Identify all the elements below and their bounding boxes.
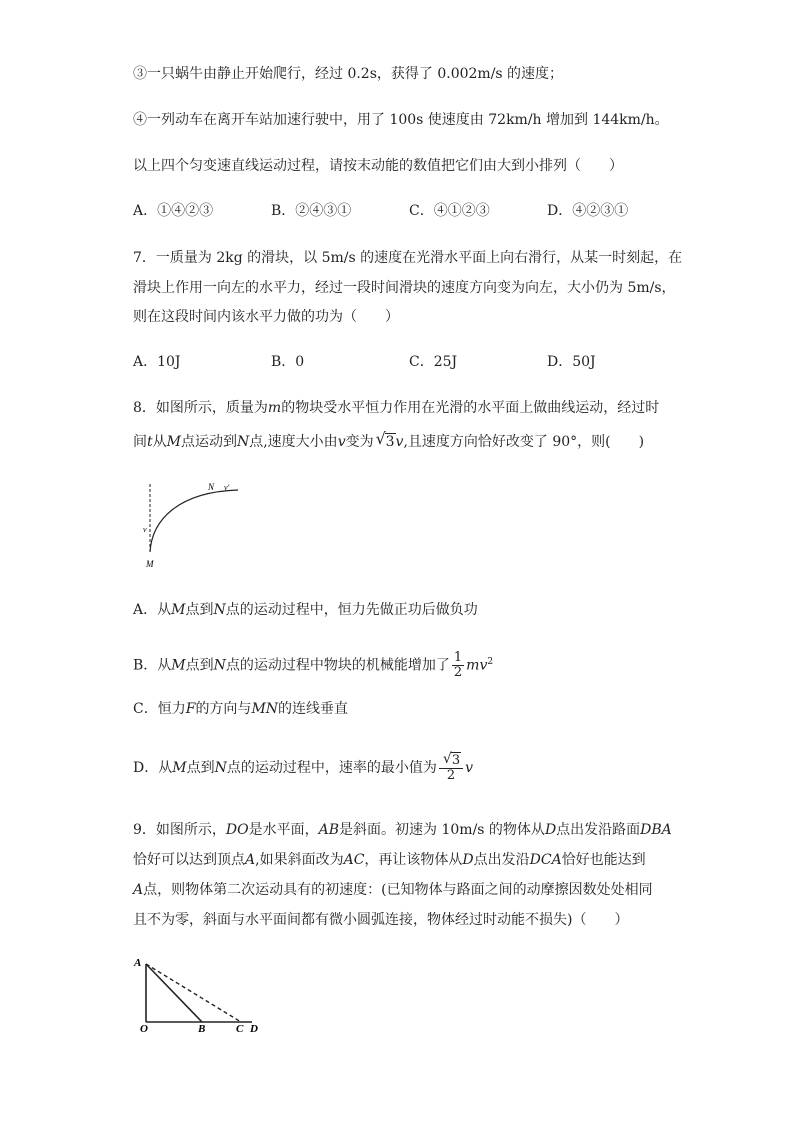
q9-var-D: D — [462, 852, 474, 868]
q8-var-M: M — [166, 434, 181, 450]
q7-option-d: D．50J — [547, 354, 596, 370]
q6-option-c: C．④①②③ — [409, 203, 490, 219]
q9-var-A: A — [245, 852, 256, 868]
q8-var-M: M — [171, 602, 186, 618]
q8-var-mv: mv — [466, 657, 488, 674]
q9-text: 恰好也能达到 — [561, 852, 646, 868]
q9-line4: 且不为零，斜面与水平面间都有微小圆弧连接，物体经过时动能不损失)（ ） — [133, 912, 629, 928]
q8-text: C．恒力 — [133, 701, 186, 717]
q7-line1: 7．一质量为 2kg 的滑块，以 5m/s 的速度在光滑水平面上向右滑行，从某一时刻起，在 — [133, 250, 683, 266]
q9-line3 — [133, 880, 653, 900]
q8-option-d — [133, 752, 473, 784]
q8-text: 的物块受水平恒力作用在光滑的水平面上做曲线运动，经过时 — [281, 400, 660, 416]
q9-label-D: D — [250, 1023, 258, 1034]
q9-label-B: B — [198, 1023, 206, 1034]
q8-option-c — [133, 699, 348, 719]
q8-sqrt3: √ 3 — [375, 429, 395, 450]
q9-label-C: C — [236, 1023, 244, 1034]
q8-var-N: N — [213, 657, 226, 674]
q8-text: 点的运动过程中物块的机械能增加了 — [225, 657, 450, 674]
fraction-denominator: 2 — [453, 665, 463, 681]
q7-option-b: B．0 — [271, 354, 305, 370]
q6-option-b: B．②④③① — [271, 203, 352, 219]
q8-var-v: v — [395, 434, 404, 450]
q8-option-a — [133, 600, 478, 620]
q9-label-O: O — [140, 1023, 148, 1034]
q8-text: 点到 — [185, 657, 214, 674]
q9-var-DBA: DBA — [640, 822, 672, 838]
q8-var-v: v — [465, 760, 474, 776]
q8-var-F: F — [185, 701, 196, 717]
q8-text: B．从 — [133, 657, 172, 674]
q9-text: 点出发沿路面 — [556, 822, 641, 838]
q9-text: 恰好可以达到顶点 — [133, 852, 245, 868]
q7-option-c: C．25J — [409, 354, 458, 370]
q8-figure — [138, 480, 248, 572]
q6-option-d: D．④②③① — [547, 203, 629, 219]
q8-sqrt-radicand: 3 — [451, 752, 461, 768]
q7-line2: 滑块上作用一向左的水平力，经过一段时间滑块的速度方向变为向左，大小仍为 5m/s， — [133, 280, 676, 296]
q8-label-M: M — [146, 559, 154, 569]
q8-text: 点到 — [185, 602, 214, 618]
q8-text: 从 — [152, 434, 167, 450]
q9-label-A: A — [134, 957, 142, 969]
q9-var-AB: AB — [318, 822, 340, 838]
q9-var-AC: AC — [343, 852, 365, 868]
q9-text: 点，则物体第二次运动具有的初速度：(已知物体与路面之间的动摩擦因数处处相同 — [143, 882, 653, 898]
q8-var-M: M — [172, 760, 187, 776]
q9-text: 是斜面。初速为 10m/s 的物体从 — [339, 822, 545, 838]
q8-superscript: 2 — [487, 657, 494, 667]
q9-var-D: D — [544, 822, 557, 838]
q8-text: 的连线垂直 — [278, 701, 349, 717]
q8-curve — [150, 490, 238, 552]
fraction-numerator: 1 — [453, 650, 463, 666]
q9-text: ,如果斜面改为 — [255, 852, 344, 868]
q8-text: 点到 — [186, 760, 215, 776]
q8-text: 间 — [133, 434, 147, 450]
q8-fraction-half — [452, 651, 464, 680]
q9-var-DO: DO — [225, 822, 249, 838]
q9-text: 9．如图所示， — [133, 822, 226, 838]
q8-var-m: m — [267, 400, 282, 416]
q9-var-DCA: DCA — [529, 852, 562, 868]
q8-var-N: N — [214, 760, 227, 776]
q6-option-a: A．①④②③ — [133, 203, 214, 219]
q8-sqrt-radicand: 3 — [385, 434, 395, 450]
fraction-numerator: √ 3 — [439, 754, 463, 769]
q8-var-M: M — [171, 657, 186, 674]
q8-line1 — [133, 398, 659, 418]
q8-fraction-sqrt3-over-2 — [439, 750, 463, 783]
q8-text: A．从 — [133, 602, 172, 618]
q9-figure — [128, 952, 268, 1034]
q8-var-N: N — [236, 434, 250, 450]
q8-text: D．从 — [133, 760, 173, 776]
q9-line1 — [133, 820, 672, 840]
q6-item3: ③一只蜗牛由静止开始爬行，经过 0.2s，获得了 0.002m/s 的速度； — [133, 66, 564, 82]
q8-text: 点的运动过程中，恒力先做正功后做负功 — [225, 602, 478, 618]
q8-var-MN: MN — [251, 701, 279, 717]
q9-line-AB — [146, 964, 202, 1022]
q9-text: 是水平面， — [248, 822, 319, 838]
q9-var-A: A — [133, 882, 144, 898]
q7-line3: 则在这段时间内该水平力做的功为（ ） — [133, 309, 399, 325]
q8-label-N: N — [208, 482, 215, 492]
q6-item4: ④一列动车在离开车站加速行驶中，用了 100s 使速度由 72km/h 增加到 144km/h。 — [133, 112, 669, 128]
q8-var-v: v — [337, 434, 346, 450]
q8-text: 点的运动过程中，速率的最小值为 — [226, 760, 437, 776]
q8-text: 8．如图所示，质量为 — [133, 400, 268, 416]
q8-label-v: v — [143, 525, 147, 534]
fraction-denominator: 2 — [446, 767, 456, 783]
q8-text: 点运动到 — [180, 434, 237, 450]
q8-text: 的方向与 — [195, 701, 252, 717]
q8-line2 — [133, 429, 645, 452]
q8-text: ,且速度方向恰好改变了 90°，则( ) — [403, 434, 645, 450]
q7-option-a: A．10J — [133, 354, 181, 370]
q6-prompt: 以上四个匀变速直线运动过程，请按末动能的数值把它们由大到小排列（ ） — [133, 158, 623, 174]
q9-text: ，再让该物体从 — [364, 852, 463, 868]
q8-option-b — [133, 648, 493, 680]
q9-line2 — [133, 850, 646, 870]
q8-var-N: N — [213, 602, 226, 618]
q8-var-t: t — [147, 434, 153, 450]
q9-text: 点出发沿 — [473, 852, 530, 868]
q8-label-vprime: v' — [224, 483, 230, 492]
q8-text: 点,速度大小由 — [249, 434, 338, 450]
q8-text: 变为 — [345, 434, 374, 450]
